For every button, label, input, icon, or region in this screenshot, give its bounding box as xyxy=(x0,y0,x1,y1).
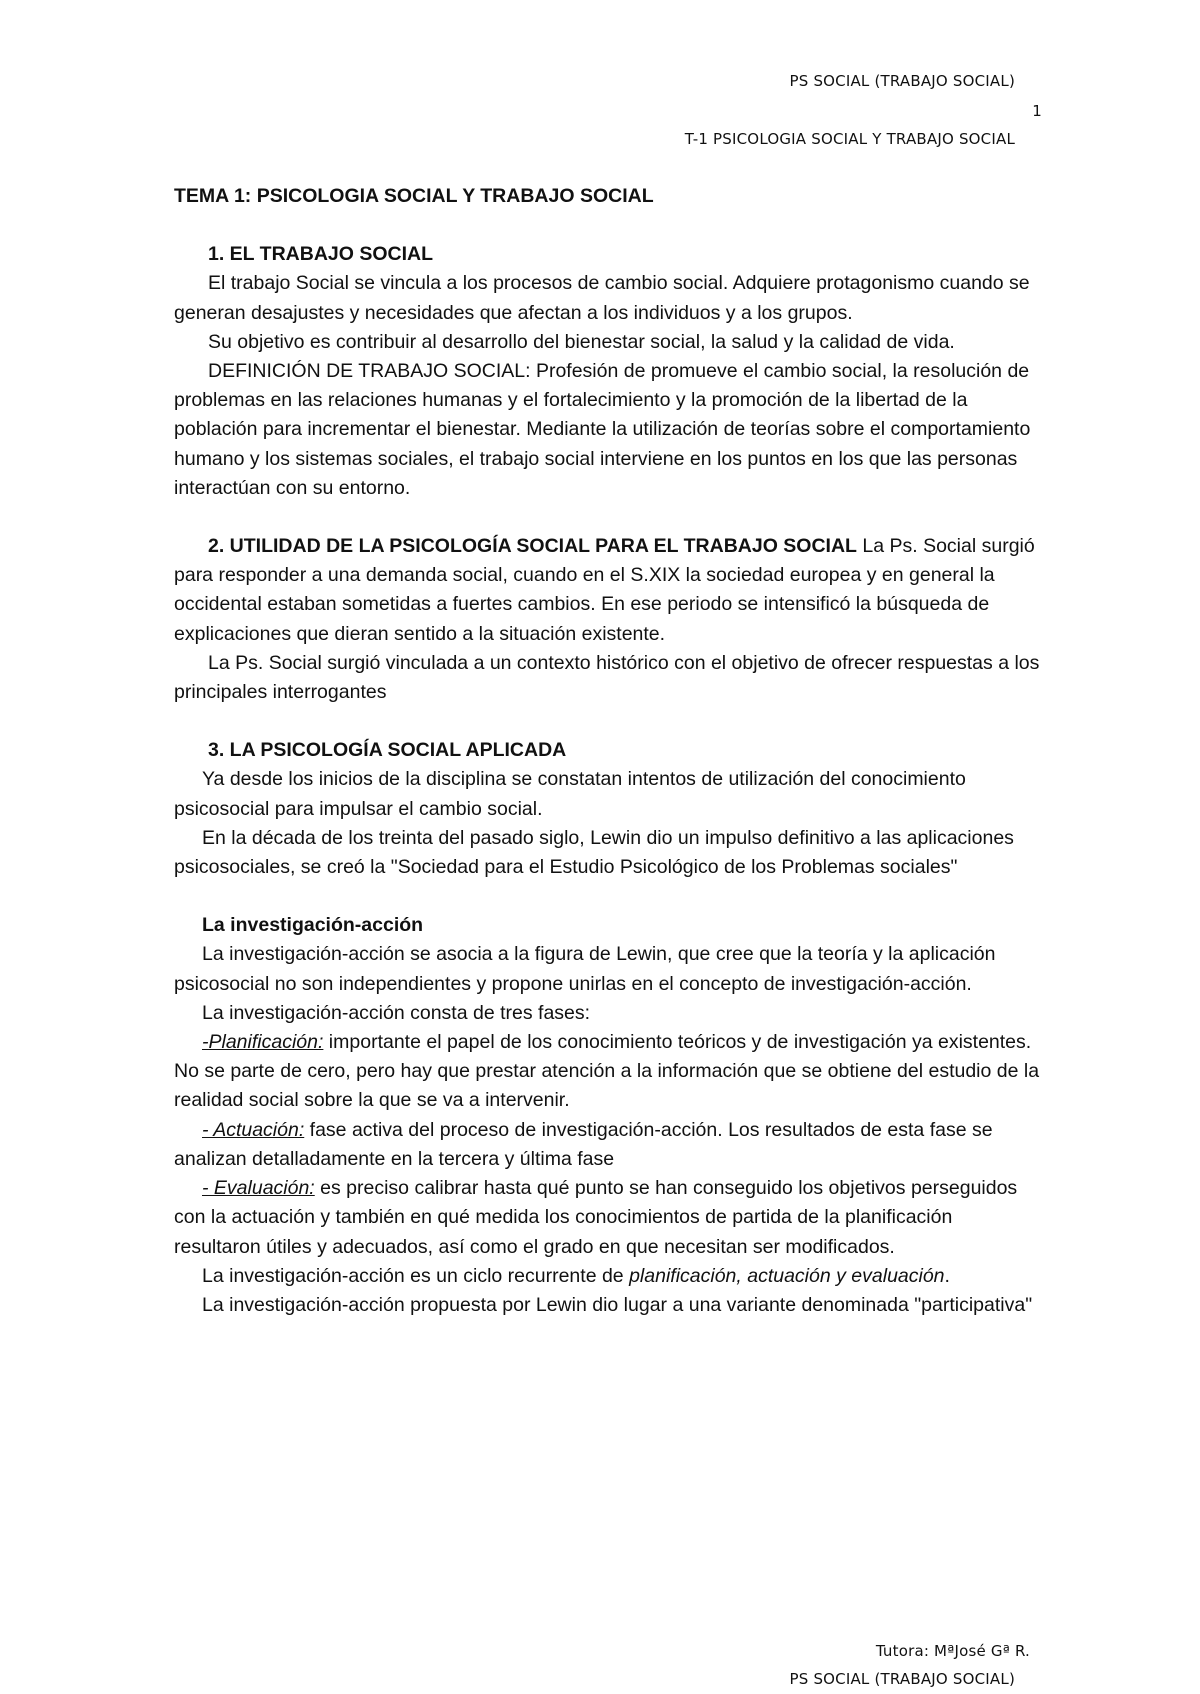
section-heading-1: 1. EL TRABAJO SOCIAL xyxy=(208,243,434,266)
section-heading-2: 2. UTILIDAD DE LA PSICOLOGÍA SOCIAL PARA EL TRABAJO SOCIAL xyxy=(208,535,857,558)
phase-text: fase activa del proceso de investigación-acción. Los resultados de esta fase se analizan detalladamente en la tercera y última fase xyxy=(174,1118,993,1170)
page-number: 1 xyxy=(1032,102,1042,120)
subsection-heading: La investigación-acción xyxy=(202,914,424,937)
paragraph: DEFINICIÓN DE TRABAJO SOCIAL: Profesión de promueve el cambio social, la resolución de problemas en las relaciones humanas y el fortalecimiento y la promoción de la libertad de la población para incrementar el bienestar. Mediante la utilización de teorías sobre el comportamiento humano y los sistemas sociales, el trabajo social interviene en los puntos en los que las personas interactúan con su entorno. xyxy=(174,360,1031,499)
paragraph: El trabajo Social se vincula a los procesos de cambio social. Adquiere protagonismo cuando se generan desajustes y necesidades que afectan a los individuos y a los grupos. xyxy=(174,272,1030,324)
footer-tutor: Tutora: MªJosé Gª R. xyxy=(875,1642,1030,1660)
paragraph-text: La Ps. Social surgió para responder a una demanda social, cuando en el S.XIX la sociedad europea y en general la occidental estaban sometidas a fuertes cambios. En ese periodo se intensificó la búsqueda de explicaciones que dieran sentido a la situación existente. xyxy=(174,535,1035,645)
footer-course: PS SOCIAL (TRABAJO SOCIAL) xyxy=(789,1670,1015,1688)
phase-evaluacion xyxy=(174,1174,1044,1262)
paragraph: La Ps. Social surgió vinculada a un contexto histórico con el objetivo de ofrecer respuestas a los principales interrogantes xyxy=(174,651,1040,704)
section-heading-3: 3. LA PSICOLOGÍA SOCIAL APLICADA xyxy=(208,739,567,762)
paragraph: La investigación-acción consta de tres fases: xyxy=(202,1001,591,1024)
italic-text: planificación, actuación y evaluación xyxy=(629,1264,945,1287)
paragraph-text: . xyxy=(944,1264,950,1287)
paragraph xyxy=(174,1262,1044,1291)
paragraph: Ya desde los inicios de la disciplina se constatan intentos de utilización del conocimiento psicosocial para impulsar el cambio social. xyxy=(174,768,966,820)
header-topic: T-1 PSICOLOGIA SOCIAL Y TRABAJO SOCIAL xyxy=(684,130,1015,148)
paragraph-text: La investigación-acción es un ciclo recurrente de xyxy=(202,1264,630,1287)
phase-label: - Evaluación: xyxy=(202,1177,315,1200)
document-title: TEMA 1: PSICOLOGIA SOCIAL Y TRABAJO SOCIAL xyxy=(174,185,654,207)
phase-label: -Planificación: xyxy=(202,1031,324,1054)
phase-label: - Actuación: xyxy=(202,1118,305,1141)
section-2-paragraph xyxy=(174,532,1044,649)
document-body xyxy=(174,182,1044,1320)
phase-text: es preciso calibrar hasta qué punto se han conseguido los objetivos perseguidos con la actuación y también en qué medida los conocimientos de partida de la planificación resultaron útiles y adecuados, así como el grado en que necesitan ser modificados. xyxy=(174,1177,1018,1258)
phase-actuacion xyxy=(174,1116,1044,1174)
paragraph: La investigación-acción se asocia a la figura de Lewin, que cree que la teoría y la aplicación psicosocial no son independientes y propone unirlas en el concepto de investigación-acción. xyxy=(174,943,996,995)
paragraph: La investigación-acción propuesta por Lewin dio lugar a una variante denominada "participativa" xyxy=(202,1293,1033,1316)
paragraph: Su objetivo es contribuir al desarrollo del bienestar social, la salud y la calidad de vida. xyxy=(208,330,955,353)
phase-text: importante el papel de los conocimiento teóricos y de investigación ya existentes. No se parte de cero, pero hay que prestar atención a la información que se obtiene del estudio de la realidad social sobre la que se va a intervenir. xyxy=(174,1031,1040,1112)
phase-planificacion xyxy=(174,1028,1044,1116)
header-course: PS SOCIAL (TRABAJO SOCIAL) xyxy=(789,72,1015,90)
paragraph: En la década de los treinta del pasado siglo, Lewin dio un impulso definitivo a las aplicaciones psicosociales, se creó la "Sociedad para el Estudio Psicológico de los Problemas sociales" xyxy=(174,826,1014,879)
